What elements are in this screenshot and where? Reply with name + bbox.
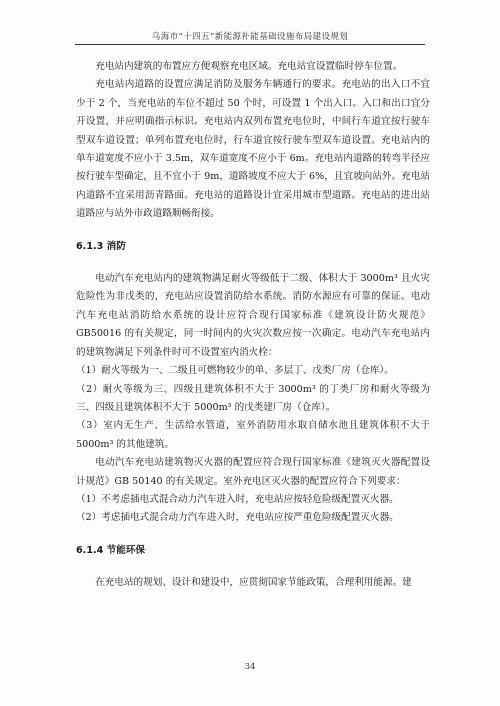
- section-heading: 6.1.4 节能环保: [76, 544, 146, 556]
- list-item: （2）耐火等级为三、四级且建筑体积不大于 3000m³ 的丁类厂房和耐火等级为三、四级且建筑体积不大于 5000m³ 的戊类建厂房（仓库）。: [76, 383, 430, 413]
- paragraph: 电动汽车充电站建筑物灭火器的配置应符合现行国家标准《建筑灭火器配置设计规范》GB 50140 的有关规定。室外充电区灭火器的配置应符合下列要求：: [76, 457, 430, 487]
- page-body: [76, 58, 430, 593]
- page-number: 34: [244, 662, 256, 672]
- list-item: （1）不考虑插电式混合动力汽车进入时，充电站应按轻危险级配置灭火器。: [76, 493, 399, 505]
- paragraph: 充电站内建筑的布置应方便观察充电区域。充电站宜设置临时停车位置。: [95, 61, 403, 72]
- section-heading: 6.1.3 消防: [76, 240, 126, 252]
- running-header: 乌海市“十四五”新能源补能基础设施布局建设规划: [151, 32, 349, 42]
- list-item: （1）耐火等级为一、二级且可燃物较少的单、多层丁、戊类厂房（仓库）。: [76, 365, 394, 377]
- paragraph: 电动汽车充电站内的建筑物满足耐火等级低于二级、体积大于 3000m³ 且火灾危险性为非戊类的，充电站应设置消防给水系统。消防水源应有可靠的保证。电动汽车充电站消防给水系统的设计应符合现行国家标准《建筑设计防火规范》GB50016 的有关规定，同一时间内的火灾次数应按一次确定。电动汽车充电站内的建筑物满足下列条件时可不设置室内消火栓：: [76, 273, 430, 358]
- paragraph: 在充电站的规划、设计和建设中，应贯彻国家节能政策，合理利用能源。建: [95, 577, 412, 589]
- list-item: （3）室内无生产、生活给水管道，室外消防用水取自储水池且建筑体积不大于 5000m³ 的其他建筑。: [76, 420, 430, 450]
- header-rule: [75, 44, 425, 45]
- list-item: （2）考虑插电式混合动力汽车进入时，充电站应按严重危险级配置灭火器。: [76, 512, 399, 524]
- paragraph: 充电站内道路的设置应满足消防及服务车辆通行的要求。充电站的出入口不宜少于 2 个，当充电站的车位不超过 50 个时，可设置 1 个出入口。入口和出口宜分开设置，并应明确指示标识。充电站内双列布置充电位时，中间行车道宜按行驶车型双车道设置；单列布置充电位时，行车道宜按行驶车型双车道设置。充电站内的单车道宽度不应小于 3.5m，双车道宽度不应小于 6m。充电站内道路的转弯半径应按行驶车型确定，且不宜小于 9m，道路坡度不应大于 6%，且宜坡向站外。充电站内道路不宜采用沥青路面。充电站的道路设计宜采用城市型道路。充电站的进出站道路应与站外市政道路顺畅衔接。: [76, 79, 430, 220]
